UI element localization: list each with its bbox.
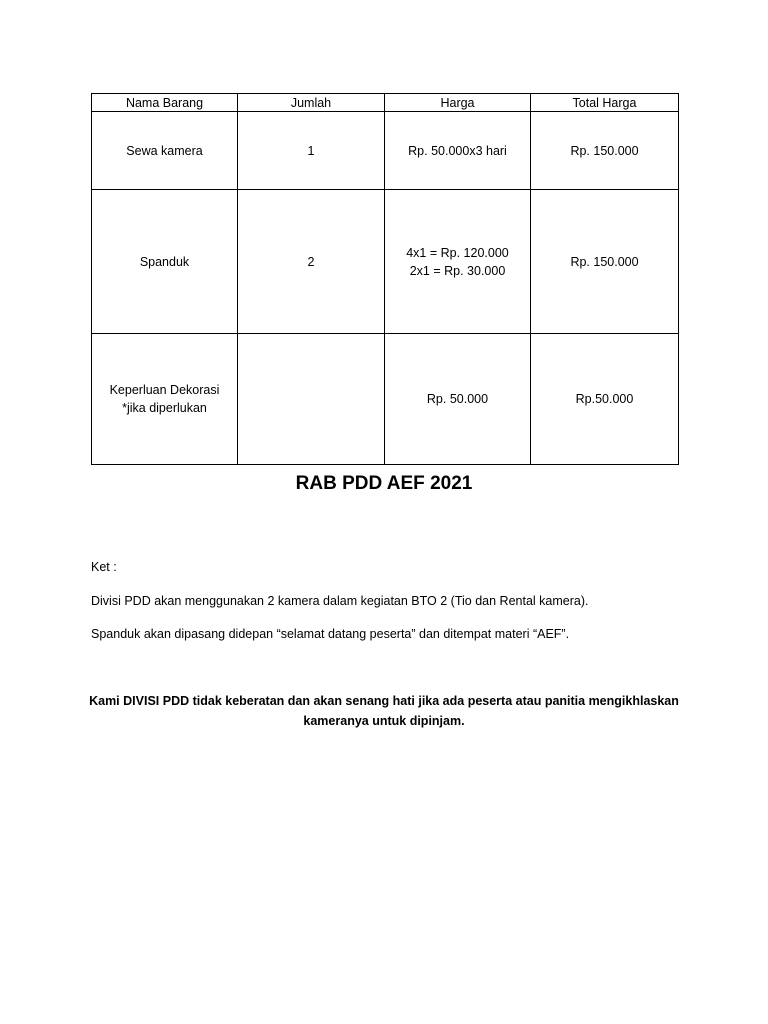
cell-line: Keperluan Dekorasi (109, 383, 220, 397)
table-row (92, 190, 679, 334)
cell-line: 2x1 = Rp. 30.000 (409, 263, 506, 278)
cell-line: *jika diperlukan (122, 401, 207, 415)
header-harga: Harga (385, 94, 531, 112)
budget-table (91, 93, 679, 465)
table-header-row (92, 94, 679, 112)
closing-line: kameranya untuk dipinjam. (303, 714, 465, 728)
cell-nama-barang (92, 190, 238, 334)
cell-jumlah (238, 334, 385, 465)
header-nama-barang: Nama Barang (92, 94, 238, 112)
cell-line: Sewa kamera (126, 143, 203, 158)
cell-jumlah: 1 (238, 112, 385, 190)
cell-total-harga: Rp. 150.000 (531, 190, 679, 334)
note-item: Divisi PDD akan menggunakan 2 kamera dalam kegiatan BTO 2 (Tio dan Rental kamera). (91, 594, 589, 608)
cell-line: Spanduk (139, 254, 190, 269)
header-total-harga: Total Harga (531, 94, 679, 112)
cell-total-harga: Rp. 150.000 (531, 112, 679, 190)
cell-nama-barang (92, 334, 238, 465)
cell-line: 4x1 = Rp. 120.000 (406, 245, 509, 260)
header-jumlah: Jumlah (238, 94, 385, 112)
note-item: Spanduk akan dipasang didepan “selamat datang peserta” dan ditempat materi “AEF”. (91, 627, 570, 641)
table-row (92, 112, 679, 190)
notes-label: Ket : (91, 560, 117, 574)
cell-line: Rp. 50.000 (426, 392, 489, 406)
cell-harga (385, 334, 531, 465)
closing-statement (0, 691, 768, 731)
cell-harga (385, 190, 531, 334)
table-row (92, 334, 679, 465)
cell-total-harga: Rp.50.000 (531, 334, 679, 465)
cell-harga (385, 112, 531, 190)
closing-line: Kami DIVISI PDD tidak keberatan dan akan senang hati jika ada peserta atau panitia mengikhlaskan (89, 694, 679, 708)
document-title: RAB PDD AEF 2021 (295, 473, 473, 494)
cell-line: Rp. 50.000x3 hari (408, 143, 507, 158)
cell-jumlah: 2 (238, 190, 385, 334)
cell-nama-barang (92, 112, 238, 190)
